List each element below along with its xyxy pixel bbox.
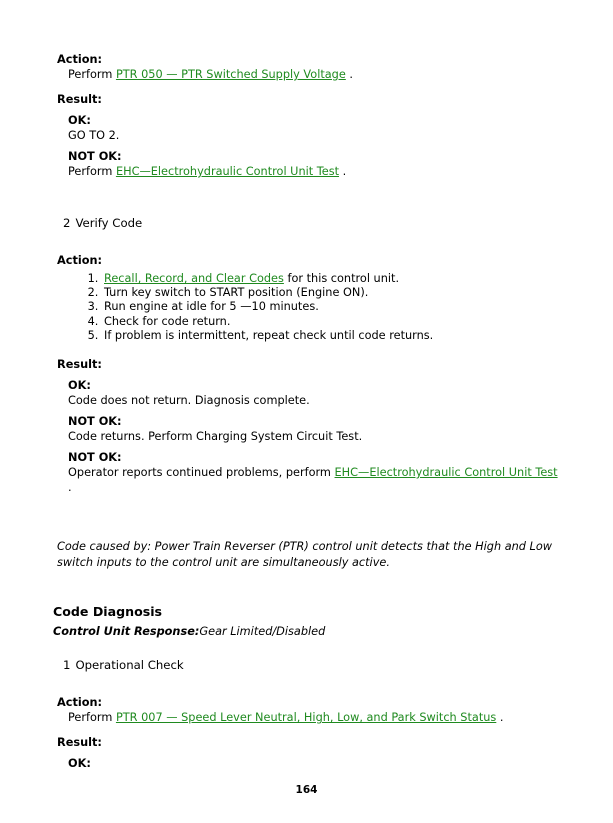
result-block-top (53, 92, 558, 179)
code-diagnosis-heading: Code Diagnosis (53, 604, 163, 620)
step1-action-label: Action: (57, 696, 103, 710)
notok2-prefix: Operator reports continued problems, perform (68, 466, 331, 480)
action-label: Action: (57, 53, 103, 66)
page-number: 164 (295, 784, 318, 796)
notok2-suffix: . (68, 481, 72, 495)
list-item (102, 272, 558, 286)
step2-action-label: Action: (57, 254, 103, 267)
step2-action-list (53, 272, 558, 343)
result-notok-label: NOT OK: (68, 150, 122, 163)
step2-result-ok-label: OK: (68, 379, 91, 393)
step2-result-notok2-text (68, 465, 558, 495)
list-item-text: Turn key switch to START position (Engine ON). (104, 286, 369, 300)
step-heading-2 (63, 215, 558, 231)
list-item (102, 300, 558, 314)
step1-perform-suffix: . (499, 711, 504, 725)
list-item-text: If problem is intermittent, repeat check until code returns. (104, 328, 434, 342)
perform-prefix: Perform (68, 68, 113, 81)
link-recall-record-clear-codes[interactable]: Recall, Record, and Clear Codes (104, 272, 284, 285)
code-caused-by-note: Code caused by: Power Train Reverser (PTR) control unit detects that the High and Low switch inputs to the control unit are simultaneously active. (57, 540, 553, 570)
step1-result-ok-label: OK: (68, 757, 91, 771)
step-title-2: Verify Code (75, 216, 143, 230)
step1-result-label: Result: (57, 736, 102, 750)
list-item (102, 329, 558, 343)
step-number-1: 1 (63, 658, 71, 673)
result-notok-text (68, 164, 558, 179)
step2-result-label: Result: (57, 358, 102, 372)
link-ptr-050[interactable]: PTR 050 — PTR Switched Supply Voltage (115, 68, 346, 81)
step-heading-1 (63, 657, 558, 673)
step1-perform-line (68, 710, 558, 725)
control-unit-response (53, 624, 558, 639)
result-ok-label: OK: (68, 114, 91, 127)
step2-result-notok-label: NOT OK: (68, 415, 122, 429)
list-item-text: Run engine at idle for 5 —10 minutes. (104, 300, 319, 314)
result-ok-text: GO TO 2. (68, 129, 120, 142)
link-ptr-007[interactable]: PTR 007 — Speed Lever Neutral, High, Low, and Park Switch Status (115, 711, 497, 725)
link-ehc-test-2[interactable]: EHC—Electrohydraulic Control Unit Test (334, 466, 558, 480)
step1-perform-prefix: Perform (68, 711, 113, 725)
list-item (102, 315, 558, 329)
list-item (102, 286, 558, 300)
step2-result-notok-text: Code returns. Perform Charging System Circuit Test. (68, 430, 363, 444)
action-block-top (53, 52, 558, 82)
step2-result-notok2-label: NOT OK: (68, 451, 122, 465)
link-ehc-test-1[interactable]: EHC—Electrohydraulic Control Unit Test (115, 165, 340, 178)
step2-result-ok-text: Code does not return. Diagnosis complete. (68, 394, 310, 408)
step-title-1: Operational Check (75, 658, 184, 673)
perform-suffix: . (349, 68, 353, 81)
step-number-2: 2 (63, 216, 71, 230)
notok-suffix: . (342, 165, 347, 178)
control-unit-response-value: Gear Limited/Disabled (199, 625, 326, 639)
control-unit-response-label: Control Unit Response: (53, 625, 200, 639)
notok-prefix: Perform (68, 165, 113, 178)
result-label: Result: (57, 93, 102, 106)
list-item-text: for this control unit. (283, 272, 400, 285)
perform-line (68, 67, 558, 82)
page-content (53, 52, 558, 771)
list-item-text: Check for code return. (104, 314, 231, 328)
